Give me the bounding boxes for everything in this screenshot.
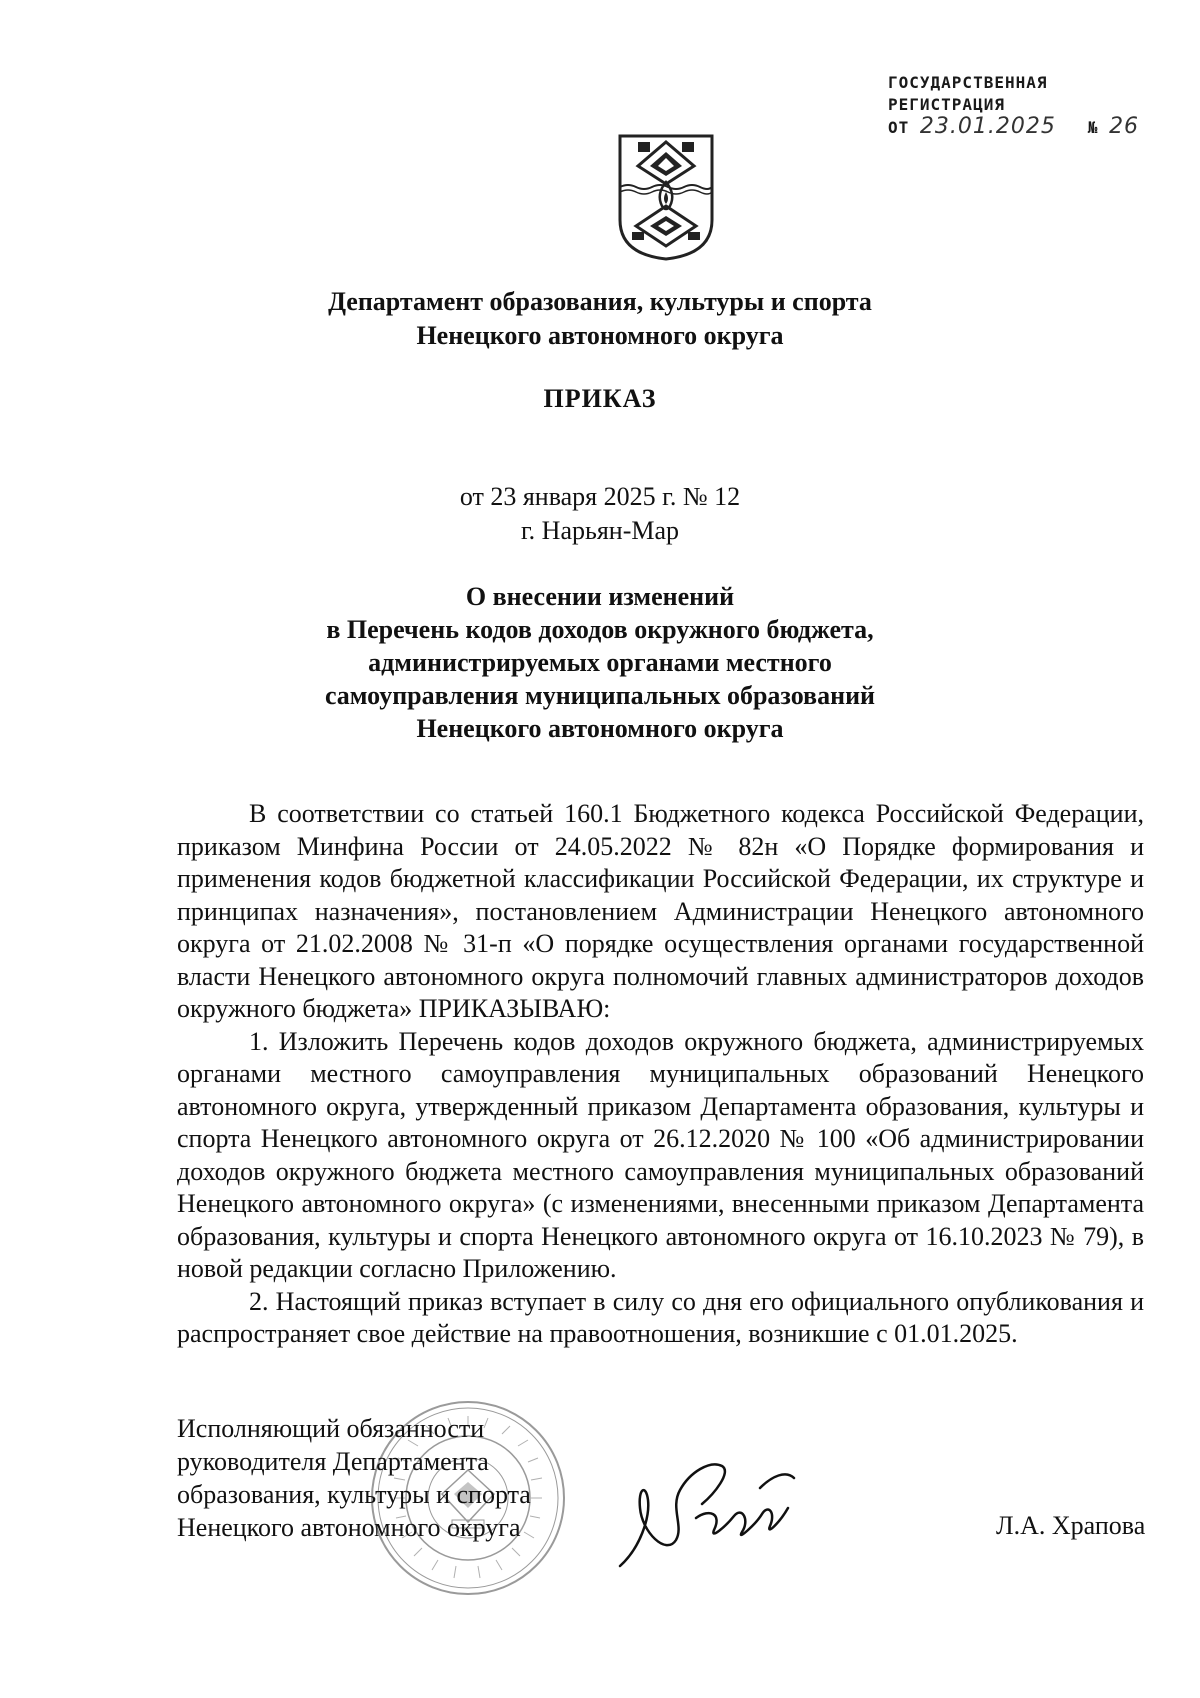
- body-item-1: 1. Изложить Перечень кодов доходов окружного бюджета, администрируемых органами местного самоуправления муниципальных образований Ненецкого автономного округа, утвержденный приказом Департамента образования, культуры и спорта Ненецкого автономного округа от 26.12.2020 № 100 «Об администрировании доходов окружного бюджета местного самоуправления муниципальных образований Ненецкого автономного округа» (с изменениями, внесенными приказом Департамента образования, культуры и спорта Ненецкого автономного округа от 16.10.2023 № 79), в новой редакции согласно Приложению.: [177, 1026, 1144, 1283]
- subject-line3: администрируемых органами местного: [368, 648, 832, 677]
- position-line2: руководителя Департамента: [177, 1447, 489, 1476]
- document-type: ПРИКАЗ: [543, 384, 657, 413]
- subject-line1: О внесении изменений: [465, 582, 735, 611]
- order-subject: [0, 580, 1200, 745]
- handwritten-signature-icon: [610, 1448, 800, 1578]
- signer-name: Л.А. Храпова: [996, 1511, 1146, 1540]
- body-item-2: 2. Настоящий приказ вступает в силу со дня его официального опубликования и распространяет свое действие на правоотношения, возникшие с 01.01.2025.: [177, 1286, 1144, 1348]
- department-line2: Ненецкого автономного округа: [416, 321, 784, 350]
- registration-stamp: [888, 72, 1148, 139]
- department-line1: Департамент образования, культуры и спорта: [328, 287, 872, 316]
- registration-stamp-line3: [888, 116, 1148, 139]
- body-preamble: В соответствии со статьей 160.1 Бюджетного кодекса Российской Федерации, приказом Минфина России от 24.05.2022 № 82н «О Порядке формирования и применения кодов бюджетной классификации Российской Федерации, их структуре и принципах назначения», постановлением Администрации Ненецкого автономного округа от 21.02.2008 № 31-п «О порядке осуществления органами государственной власти Ненецкого автономного округа полномочий главных администраторов доходов окружного бюджета» ПРИКАЗЫВАЮ:: [177, 799, 1144, 1023]
- subject-line5: Ненецкого автономного округа: [416, 714, 784, 743]
- coat-of-arms-icon: [616, 132, 716, 262]
- position-line1: Исполняющий обязанности: [177, 1414, 485, 1443]
- registration-date: 23.01.2025: [919, 114, 1056, 139]
- registration-number-label: №: [1087, 118, 1099, 137]
- registration-stamp-line1: ГОСУДАРСТВЕННАЯ: [888, 73, 1048, 92]
- registration-from-label: ОТ: [888, 118, 910, 137]
- registration-stamp-line2: РЕГИСТРАЦИЯ: [888, 95, 1005, 114]
- position-line3: образования, культуры и спорта: [177, 1480, 531, 1509]
- order-date-number: от 23 января 2025 г. № 12: [459, 482, 741, 511]
- subject-line2: в Перечень кодов доходов окружного бюджета,: [326, 615, 874, 644]
- position-line4: Ненецкого автономного округа: [177, 1513, 521, 1542]
- subject-line4: самоуправления муниципальных образований: [324, 681, 876, 710]
- order-city: г. Нарьян-Мар: [520, 516, 680, 545]
- signatory-position: [177, 1412, 531, 1544]
- order-date-block: [0, 480, 1200, 548]
- department-title: [0, 285, 1200, 353]
- order-body: [177, 798, 1144, 1351]
- registration-number: 26: [1109, 114, 1140, 139]
